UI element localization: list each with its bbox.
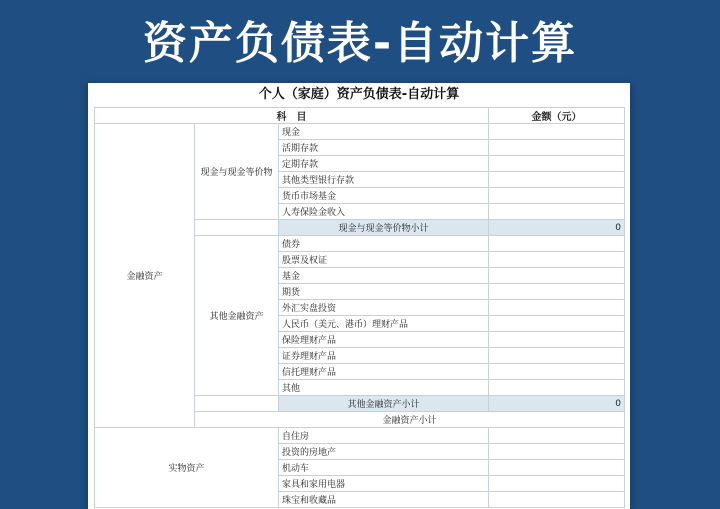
item-label: 债券 <box>279 236 489 252</box>
item-label: 家具和家用电器 <box>279 476 489 492</box>
item-label: 定期存款 <box>279 156 489 172</box>
balance-table <box>94 107 625 508</box>
item-label: 外汇实盘投资 <box>279 300 489 316</box>
subtotal-label: 现金与现金等价物小计 <box>279 220 489 236</box>
sheet-title: 个人（家庭）资产负债表-自动计算 <box>258 87 460 102</box>
subtotal-value: 0 <box>489 220 625 236</box>
subject-header: 科 目 <box>95 108 489 124</box>
amount-cell[interactable] <box>489 140 625 156</box>
item-label: 期货 <box>279 284 489 300</box>
blank-cell <box>195 396 279 412</box>
subtotal-label: 其他金融资产小计 <box>279 396 489 412</box>
amount-cell[interactable] <box>489 156 625 172</box>
item-label: 自住房 <box>279 428 489 444</box>
blank-cell <box>195 220 279 236</box>
amount-cell[interactable] <box>489 188 625 204</box>
item-label: 保险理财产品 <box>279 332 489 348</box>
amount-cell[interactable] <box>489 268 625 284</box>
amount-cell[interactable] <box>489 460 625 476</box>
amount-cell[interactable] <box>489 204 625 220</box>
item-label: 机动车 <box>279 460 489 476</box>
item-label: 投资的房地产 <box>279 444 489 460</box>
category-real-assets: 实物资产 <box>95 428 279 508</box>
item-label: 信托理财产品 <box>279 364 489 380</box>
financial-assets-subtotal-label: 金融资产小计 <box>195 412 625 428</box>
category-financial-assets: 金融资产 <box>95 124 195 428</box>
amount-cell[interactable] <box>489 492 625 508</box>
amount-cell[interactable] <box>489 236 625 252</box>
group-cash: 现金与现金等价物 <box>195 124 279 220</box>
item-label: 人寿保险金收入 <box>279 204 489 220</box>
amount-cell[interactable] <box>489 476 625 492</box>
amount-cell[interactable] <box>489 252 625 268</box>
amount-cell[interactable] <box>489 316 625 332</box>
table-row <box>95 428 625 444</box>
amount-cell[interactable] <box>489 380 625 396</box>
amount-cell[interactable] <box>489 348 625 364</box>
amount-cell[interactable] <box>489 284 625 300</box>
subtotal-value: 0 <box>489 396 625 412</box>
amount-cell[interactable] <box>489 172 625 188</box>
amount-cell[interactable] <box>489 124 625 140</box>
banner-title: 资产负债表-自动计算 <box>142 18 578 69</box>
item-label: 基金 <box>279 268 489 284</box>
item-label: 人民币（美元、港币）理财产品 <box>279 316 489 332</box>
item-label: 其他 <box>279 380 489 396</box>
item-label: 珠宝和收藏品 <box>279 492 489 508</box>
header-row <box>95 108 625 124</box>
amount-cell[interactable] <box>489 364 625 380</box>
item-label: 其他类型银行存款 <box>279 172 489 188</box>
table-row <box>95 124 625 140</box>
item-label: 证券理财产品 <box>279 348 489 364</box>
amount-header: 金额（元） <box>489 108 625 124</box>
amount-cell[interactable] <box>489 300 625 316</box>
balance-sheet <box>88 83 630 509</box>
amount-cell[interactable] <box>489 428 625 444</box>
amount-cell[interactable] <box>489 444 625 460</box>
amount-cell[interactable] <box>489 332 625 348</box>
item-label: 现金 <box>279 124 489 140</box>
item-label: 货币市场基金 <box>279 188 489 204</box>
group-other-financial: 其他金融资产 <box>195 236 279 396</box>
item-label: 活期存款 <box>279 140 489 156</box>
item-label: 股票及权证 <box>279 252 489 268</box>
